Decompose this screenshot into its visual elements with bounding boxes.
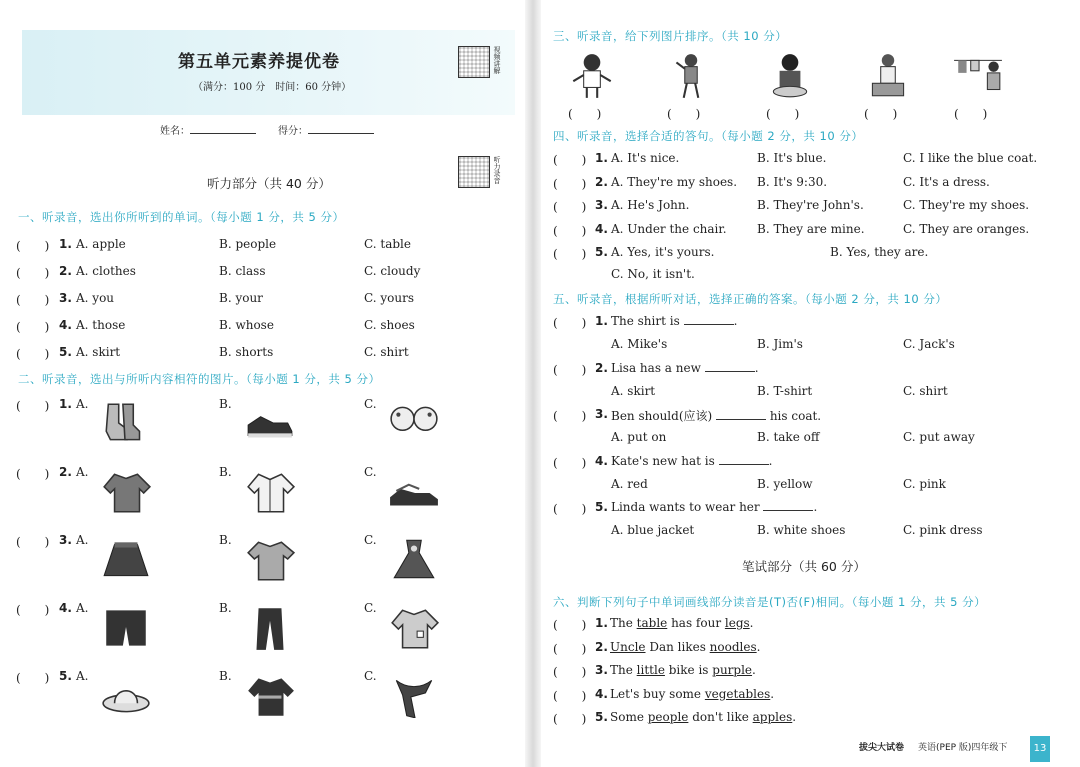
option-c[interactable]: C. cloudy [364, 264, 421, 278]
sentence [610, 710, 796, 724]
option-b-label: B. [219, 601, 232, 615]
sentence-text: Dan likes [645, 639, 710, 654]
order-paren[interactable]: ( ) [667, 107, 701, 121]
answer-blank[interactable] [716, 419, 766, 420]
section-5-title: 五、听录音，根据所听对话，选择正确的答案。（每小题 2 分，共 10 分） [553, 292, 948, 306]
section-3-title: 三、听录音，给下列图片排序。（共 10 分） [553, 29, 788, 43]
question-number: 1. [59, 397, 72, 411]
dress-icon[interactable] [388, 538, 440, 582]
section-2-title: 二、听录音，选出与所听内容相符的图片。（每小题 1 分，共 5 分） [18, 372, 381, 386]
option-b[interactable]: B. white shoes [757, 523, 846, 537]
question-number: 4. [595, 686, 608, 701]
question-number: 1. [59, 237, 72, 251]
answer-paren[interactable]: ( ) [553, 176, 587, 191]
option-a[interactable]: A. He's John. [611, 198, 690, 212]
socks-icon[interactable] [100, 402, 152, 446]
question-number: 3. [59, 533, 72, 547]
answer-paren[interactable]: ( ) [16, 603, 50, 617]
option-a[interactable]: A. clothes [76, 264, 136, 278]
option-b[interactable]: B. yellow [757, 476, 813, 491]
answer-paren[interactable]: ( ) [553, 688, 587, 703]
answer-paren[interactable]: ( ) [553, 618, 587, 632]
option-c-label: C. [364, 397, 377, 411]
exam-info: （满分：100 分 时间：60 分钟） [193, 82, 352, 93]
stem-text: Kate's new hat is [611, 453, 719, 468]
answer-paren[interactable]: ( ) [16, 535, 50, 549]
answer-paren[interactable]: ( ) [553, 247, 587, 261]
option-a-label: A. [76, 533, 89, 547]
page-title: 第五单元素养提优卷 [178, 52, 340, 72]
hat-icon[interactable] [100, 674, 152, 718]
answer-paren[interactable]: ( ) [553, 362, 587, 377]
header-band [22, 30, 515, 115]
sneakers-icon[interactable] [244, 402, 296, 446]
coat-icon[interactable] [388, 606, 440, 650]
page-gutter [525, 0, 541, 767]
option-c[interactable]: C. They're my shoes. [903, 198, 1030, 212]
option-a[interactable]: A. Mike's [611, 337, 668, 351]
stem-text: Ben should(应该) [611, 409, 717, 423]
stem-text: Lisa has a new [611, 360, 705, 375]
option-c[interactable]: C. shirt [903, 383, 948, 398]
question-stem [611, 500, 817, 514]
underlined-word: noodles [709, 639, 757, 654]
sentence [610, 616, 754, 630]
sentence-text: bike is [664, 663, 713, 677]
qr-code-audio[interactable] [458, 156, 490, 188]
name-field-label: 姓名： [160, 122, 256, 137]
sentence-text: . [752, 663, 756, 677]
option-a[interactable]: A. red [611, 476, 648, 491]
order-paren[interactable]: ( ) [864, 107, 898, 121]
stem-text: . [813, 500, 818, 514]
option-c[interactable]: C. shoes [364, 318, 415, 332]
option-a[interactable]: A. Under the chair. [611, 221, 727, 236]
shorts-icon[interactable] [100, 606, 152, 650]
option-c-label: C. [364, 465, 377, 479]
question-number: 5. [595, 245, 608, 259]
option-b[interactable]: B. class [219, 264, 266, 278]
option-b[interactable]: B. your [219, 291, 263, 305]
option-b[interactable]: B. Jim's [757, 337, 803, 351]
stem-text: Linda wants to wear her [611, 500, 764, 514]
subject-label: 英语(PEP 版)四年级下 [918, 743, 1008, 753]
stem-text: . [754, 360, 759, 375]
question-number: 3. [595, 198, 608, 212]
option-a-label: A. [76, 669, 89, 683]
jacket-icon[interactable] [100, 470, 152, 514]
sentence-text: . [756, 639, 761, 654]
tshirt-icon[interactable] [244, 538, 296, 582]
question-number: 4. [59, 601, 72, 615]
answer-paren[interactable]: ( ) [16, 266, 50, 280]
underlined-word: Uncle [610, 639, 646, 654]
sentence [610, 640, 760, 654]
stem-text: his coat. [766, 409, 822, 423]
answer-paren[interactable]: ( ) [16, 239, 50, 253]
sentence-text: . [792, 710, 797, 724]
option-c-label: C. [364, 601, 377, 615]
sentence-text: has four [667, 616, 725, 630]
question-number: 4. [59, 318, 72, 332]
shirt-icon[interactable] [244, 470, 296, 514]
option-b[interactable]: B. They are mine. [757, 221, 865, 236]
mittens-icon[interactable] [388, 402, 440, 446]
option-c[interactable]: C. Jack's [903, 337, 955, 351]
scarf-icon[interactable] [388, 674, 440, 718]
question-number: 1. [595, 314, 608, 328]
answer-paren[interactable]: ( ) [553, 409, 587, 423]
option-b-label: B. [219, 397, 232, 411]
question-number: 4. [595, 221, 608, 236]
sentence-text: . [770, 686, 775, 701]
answer-paren[interactable]: ( ) [553, 200, 587, 214]
option-b-label: B. [219, 669, 232, 683]
option-b[interactable]: B. whose [219, 318, 274, 332]
option-a[interactable]: A. They're my shoes. [611, 174, 738, 189]
option-c[interactable]: C. It's a dress. [903, 174, 990, 189]
sentence-text: don't like [688, 710, 753, 724]
order-paren[interactable]: ( ) [568, 107, 602, 121]
option-b[interactable]: B. Yes, they are. [830, 245, 929, 259]
option-a[interactable]: A. skirt [76, 345, 121, 359]
option-b[interactable]: B. They're John's. [757, 198, 864, 212]
sentence-text: Some [610, 710, 648, 724]
sentence-text: Let's buy some [610, 686, 705, 701]
option-a[interactable]: A. Yes, it's yours. [611, 245, 715, 259]
underlined-word: vegetables [704, 686, 771, 701]
option-a[interactable]: A. you [76, 291, 115, 305]
option-c[interactable]: C. table [364, 237, 411, 251]
underlined-word: purple [712, 663, 753, 677]
option-c[interactable]: C. They are oranges. [903, 221, 1030, 236]
listening-heading: 听力部分（共 40 分） [207, 176, 331, 191]
answer-paren[interactable]: ( ) [553, 455, 587, 470]
option-c[interactable]: C. pink [903, 476, 946, 491]
question-number: 4. [595, 453, 608, 468]
sentence [610, 663, 756, 677]
question-number: 1. [595, 151, 608, 165]
sentence [610, 687, 774, 701]
option-c[interactable]: C. pink dress [903, 523, 983, 537]
option-a[interactable]: A. blue jacket [611, 523, 695, 537]
underlined-word: little [636, 663, 665, 677]
scene-picture-3 [764, 52, 816, 100]
option-b[interactable]: B. people [219, 237, 277, 251]
answer-paren[interactable]: ( ) [16, 293, 50, 307]
answer-paren[interactable]: ( ) [553, 641, 587, 656]
stem-text: The shirt is [611, 314, 684, 328]
answer-paren[interactable]: ( ) [553, 665, 587, 679]
underlined-word: legs [724, 616, 750, 630]
option-c[interactable]: C. I like the blue coat. [903, 151, 1038, 165]
shoes-icon[interactable] [388, 470, 440, 514]
page-number: 13 [1030, 736, 1050, 762]
answer-paren[interactable]: ( ) [553, 153, 587, 167]
sentence-text: The [610, 663, 637, 677]
answer-paren[interactable]: ( ) [16, 467, 50, 481]
option-b[interactable]: B. It's blue. [757, 151, 827, 165]
scene-picture-2 [665, 52, 717, 100]
option-a[interactable]: A. It's nice. [611, 151, 680, 165]
stem-text: . [768, 453, 773, 468]
question-number: 1. [595, 616, 608, 630]
answer-blank[interactable] [763, 510, 813, 511]
section-1-title: 一、听录音，选出你所听到的单词。（每小题 1 分，共 5 分） [18, 210, 345, 224]
option-a-label: A. [76, 601, 89, 615]
question-number: 5. [595, 710, 608, 724]
option-c[interactable]: C. No, it isn't. [611, 267, 695, 281]
answer-paren[interactable]: ( ) [16, 320, 50, 334]
question-number: 2. [59, 465, 72, 479]
scene-picture-1 [566, 52, 618, 100]
answer-paren[interactable]: ( ) [553, 712, 587, 726]
section-4-title: 四、听录音，选择合适的答句。（每小题 2 分，共 10 分） [553, 129, 864, 143]
option-a[interactable]: A. those [76, 318, 126, 332]
option-c-label: C. [364, 533, 377, 547]
section-6-title: 六、判断下列句子中单词画线部分读音是(T)否(F)相同。（每小题 1 分，共 5 分） [553, 595, 987, 609]
sentence-text: The [610, 616, 637, 630]
option-a[interactable]: A. apple [76, 237, 126, 251]
option-a-label: A. [76, 397, 89, 411]
answer-paren[interactable]: ( ) [553, 502, 587, 516]
qr-code-video[interactable] [458, 46, 490, 78]
underlined-word: people [647, 710, 689, 724]
question-number: 2. [595, 360, 608, 375]
answer-paren[interactable]: ( ) [16, 671, 50, 685]
question-number: 3. [59, 291, 72, 305]
question-number: 3. [595, 407, 608, 421]
question-stem [611, 361, 759, 375]
order-paren[interactable]: ( ) [766, 107, 800, 121]
answer-paren[interactable]: ( ) [553, 316, 587, 330]
order-paren[interactable]: ( ) [954, 107, 988, 121]
question-stem [611, 454, 772, 468]
sentence-text: . [749, 616, 754, 630]
question-number: 5. [595, 500, 608, 514]
question-stem [611, 314, 737, 328]
answer-blank[interactable] [705, 371, 755, 372]
option-c[interactable]: C. shirt [364, 345, 409, 359]
answer-paren[interactable]: ( ) [16, 399, 50, 413]
option-b-label: B. [219, 533, 232, 547]
scene-picture-5 [952, 52, 1004, 100]
qr-label-video: 视频讲解 [493, 46, 501, 74]
sweater-icon[interactable] [244, 674, 296, 718]
score-field-label: 得分： [278, 122, 374, 137]
skirt-icon[interactable] [100, 538, 152, 582]
option-b[interactable]: B. It's 9:30. [757, 174, 828, 189]
option-b[interactable]: B. T-shirt [757, 383, 813, 398]
pants-icon[interactable] [244, 606, 296, 650]
book-name: 拔尖大试卷 [859, 743, 905, 753]
option-c[interactable]: C. yours [364, 291, 415, 305]
option-a[interactable]: A. skirt [611, 383, 656, 398]
option-c[interactable]: C. put away [903, 430, 975, 444]
option-c-label: C. [364, 669, 377, 683]
question-stem [611, 407, 821, 424]
question-number: 5. [59, 669, 72, 683]
stem-text: . [733, 314, 738, 328]
answer-paren[interactable]: ( ) [553, 223, 587, 238]
option-a[interactable]: A. put on [611, 430, 667, 444]
answer-blank[interactable] [719, 464, 769, 465]
question-number: 3. [595, 663, 608, 677]
underlined-word: apples [752, 710, 793, 724]
option-b[interactable]: B. take off [757, 430, 820, 444]
question-number: 2. [595, 639, 608, 654]
question-number: 2. [595, 174, 608, 189]
written-heading: 笔试部分（共 60 分） [742, 559, 866, 574]
question-number: 5. [59, 345, 72, 359]
scene-picture-4 [862, 52, 914, 100]
option-b-label: B. [219, 465, 232, 479]
underlined-word: table [636, 616, 668, 630]
option-b[interactable]: B. shorts [219, 345, 274, 359]
qr-label-audio: 听力录音 [493, 156, 501, 184]
answer-paren[interactable]: ( ) [16, 347, 50, 361]
option-a-label: A. [76, 465, 89, 479]
answer-blank[interactable] [684, 324, 734, 325]
question-number: 2. [59, 264, 72, 278]
